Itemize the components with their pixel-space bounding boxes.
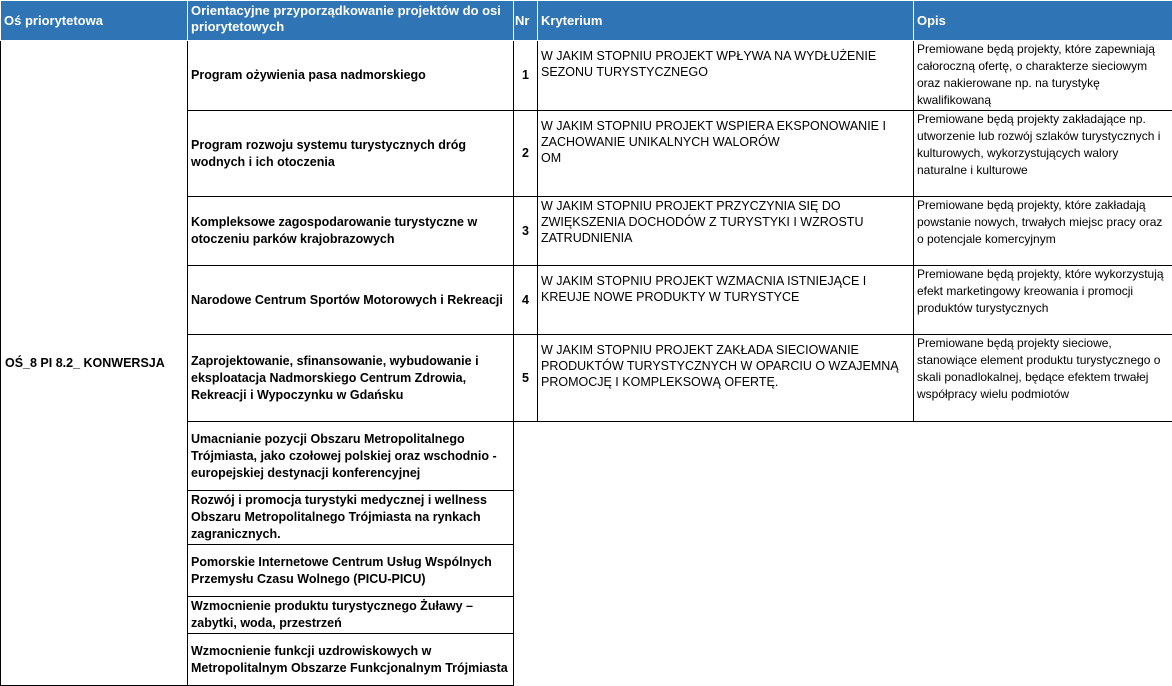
header-criterion: Kryterium [538,1,914,41]
criterion-cell: W JAKIM STOPNIU PROJEKT WZMACNIA ISTNIEJĄCE I KREUJE NOWE PRODUKTY W TURYSTYCE [538,266,914,335]
project-cell: Wzmocnienie funkcji uzdrowiskowych w Metropolitalnym Obszarze Funkcjonalnym Trójmiasta [188,634,514,686]
description-cell: Premiowane będą projekty, które zapewniają całoroczną ofertę, o charakterze sieciowym oraz nakierowane np. na turystykę kwalifikowaną [914,41,1172,111]
criterion-cell: W JAKIM STOPNIU PROJEKT PRZYCZYNIA SIĘ DO ZWIĘKSZENIA DOCHODÓW Z TURYSTYKI I WZROSTU ZATRUDNIENIA [538,197,914,266]
priority-axis-cell: OŚ_8 PI 8.2_ KONWERSJA [1,41,188,686]
nr-cell: 1 [514,41,538,111]
header-projects: Orientacyjne przyporządkowanie projektów do osi priorytetowych [188,1,514,41]
header-axis: Oś priorytetowa [1,1,188,41]
project-cell: Narodowe Centrum Sportów Motorowych i Rekreacji [188,266,514,335]
criterion-cell: W JAKIM STOPNIU PROJEKT ZAKŁADA SIECIOWANIE PRODUKTÓW TURYSTYCZNYCH W OPARCIU O WZAJEMNĄ PROMOCJĘ I KOMPLEKSOWĄ OFERTĘ. [538,335,914,422]
description-cell: Premiowane będą projekty zakładające np. utworzenie lub rozwój szlaków turystycznych i kulturowych, wykorzystujących walory naturalne i kulturowe [914,111,1172,197]
header-row [1,1,1172,41]
description-cell: Premiowane będą projekty sieciowe, stanowiące element produktu turystycznego o skali ponadlokalnej, będące efektem trwałej współpracy wielu podmiotów [914,335,1172,422]
project-cell: Program rozwoju systemu turystycznych dróg wodnych i ich otoczenia [188,111,514,197]
empty-area [514,422,1172,686]
criterion-cell: W JAKIM STOPNIU PROJEKT WSPIERA EKSPONOWANIE I ZACHOWANIE UNIKALNYCH WALORÓW OM [538,111,914,197]
project-cell: Wzmocnienie produktu turystycznego Żuławy –zabytki, woda, przestrzeń [188,597,514,634]
project-cell: Program ożywienia pasa nadmorskiego [188,41,514,111]
description-cell: Premiowane będą projekty, które zakładają powstanie nowych, trwałych miejsc pracy oraz o potencjale komercyjnym [914,197,1172,266]
criterion-cell: W JAKIM STOPNIU PROJEKT WPŁYWA NA WYDŁUŻENIE SEZONU TURYSTYCZNEGO [538,41,914,111]
project-cell: Zaprojektowanie, sfinansowanie, wybudowanie i eksploatacja Nadmorskiego Centrum Zdrowia, Rekreacji i Wypoczynku w Gdańsku [188,335,514,422]
header-description: Opis [914,1,1172,41]
description-cell: Premiowane będą projekty, które wykorzystują efekt marketingowy kreowania i promocji produktów turystycznych [914,266,1172,335]
nr-cell: 4 [514,266,538,335]
header-nr: Nr [514,1,538,41]
project-cell: Rozwój i promocja turystyki medycznej i wellness Obszaru Metropolitalnego Trójmiasta na rynkach zagranicznych. [188,491,514,545]
nr-cell: 3 [514,197,538,266]
nr-cell: 2 [514,111,538,197]
project-cell: Umacnianie pozycji Obszaru Metropolitalnego Trójmiasta, jako czołowej polskiej oraz wschodnio - europejskiej destynacji konferencyjnej [188,422,514,491]
table-row [1,41,1172,111]
nr-cell: 5 [514,335,538,422]
project-cell: Kompleksowe zagospodarowanie turystyczne w otoczeniu parków krajobrazowych [188,197,514,266]
project-cell: Pomorskie Internetowe Centrum Usług Wspólnych Przemysłu Czasu Wolnego (PICU-PICU) [188,545,514,597]
